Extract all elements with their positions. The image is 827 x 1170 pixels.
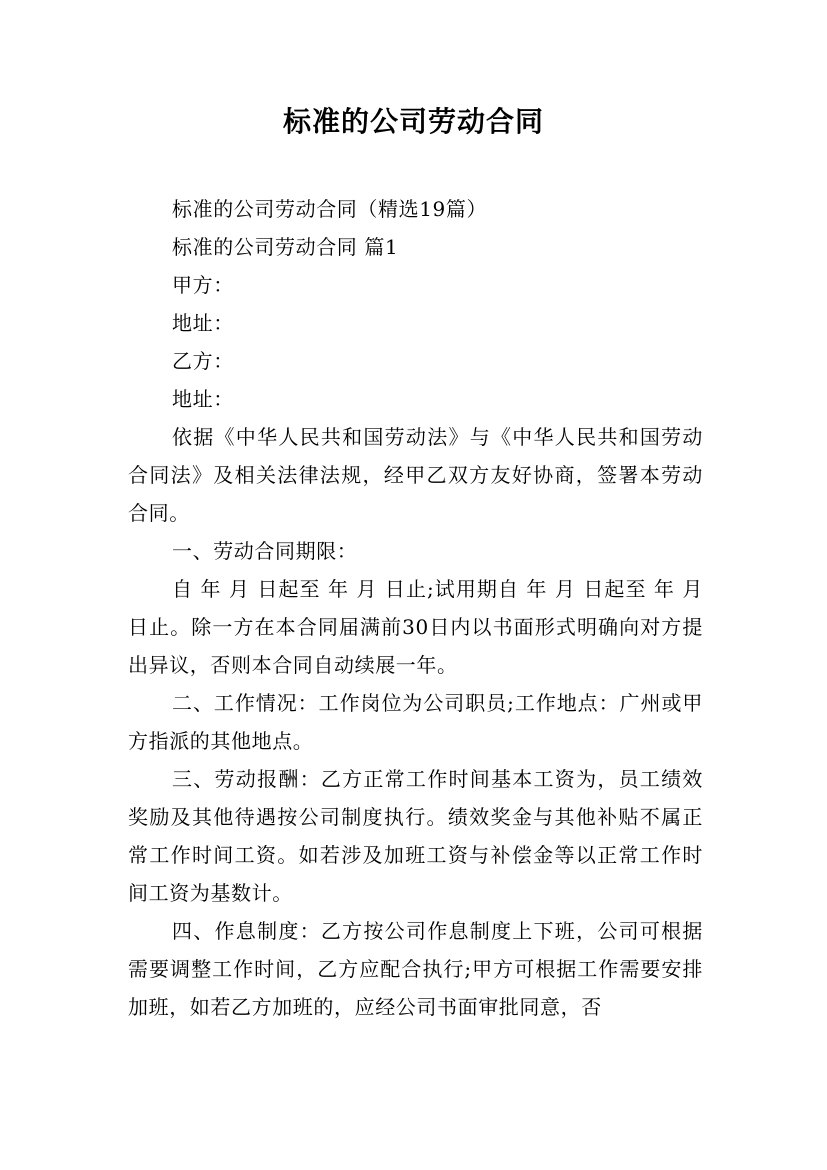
document-title: 标准的公司劳动合同 (282, 105, 544, 138)
paragraph-address-b: 地址： (172, 387, 234, 411)
paragraph-clause-1-body: 自 年 月 日起至 年 月 日止;试用期自 年 月 日起至 年 月日止。除一方在本合同届满前30日内以书面形式明确向对方提出异议，否则本合同自动续展一年。 (128, 577, 703, 677)
document-body (128, 190, 703, 1026)
paragraph-subtitle: 标准的公司劳动合同（精选19篇） (172, 197, 488, 221)
paragraph-preamble: 依据《中华人民共和国劳动法》与《中华人民共和国劳动合同法》及相关法律法规，经甲乙双方友好协商，签署本劳动合同。 (128, 425, 703, 525)
paragraph-clause-1-heading: 一、劳动合同期限： (172, 539, 358, 563)
paragraph-clause-4: 四、作息制度：乙方按公司作息制度上下班，公司可根据需要调整工作时间，乙方应配合执行;甲方可根据工作需要安排加班，如若乙方加班的，应经公司书面审批同意，否 (128, 919, 703, 1019)
paragraph-clause-2: 二、工作情况：工作岗位为公司职员;工作地点：广州或甲方指派的其他地点。 (128, 691, 703, 753)
paragraph-address-a: 地址： (172, 311, 234, 335)
paragraph-section-heading: 标准的公司劳动合同 篇1 (172, 235, 399, 259)
paragraph-party-b: 乙方： (172, 349, 234, 373)
paragraph-party-a: 甲方： (172, 273, 234, 297)
paragraph-clause-3: 三、劳动报酬：乙方正常工作时间基本工资为，员工绩效奖励及其他待遇按公司制度执行。绩效奖金与其他补贴不属正常工作时间工资。如若涉及加班工资与补偿金等以正常工作时间工资为基数计。 (128, 767, 703, 905)
